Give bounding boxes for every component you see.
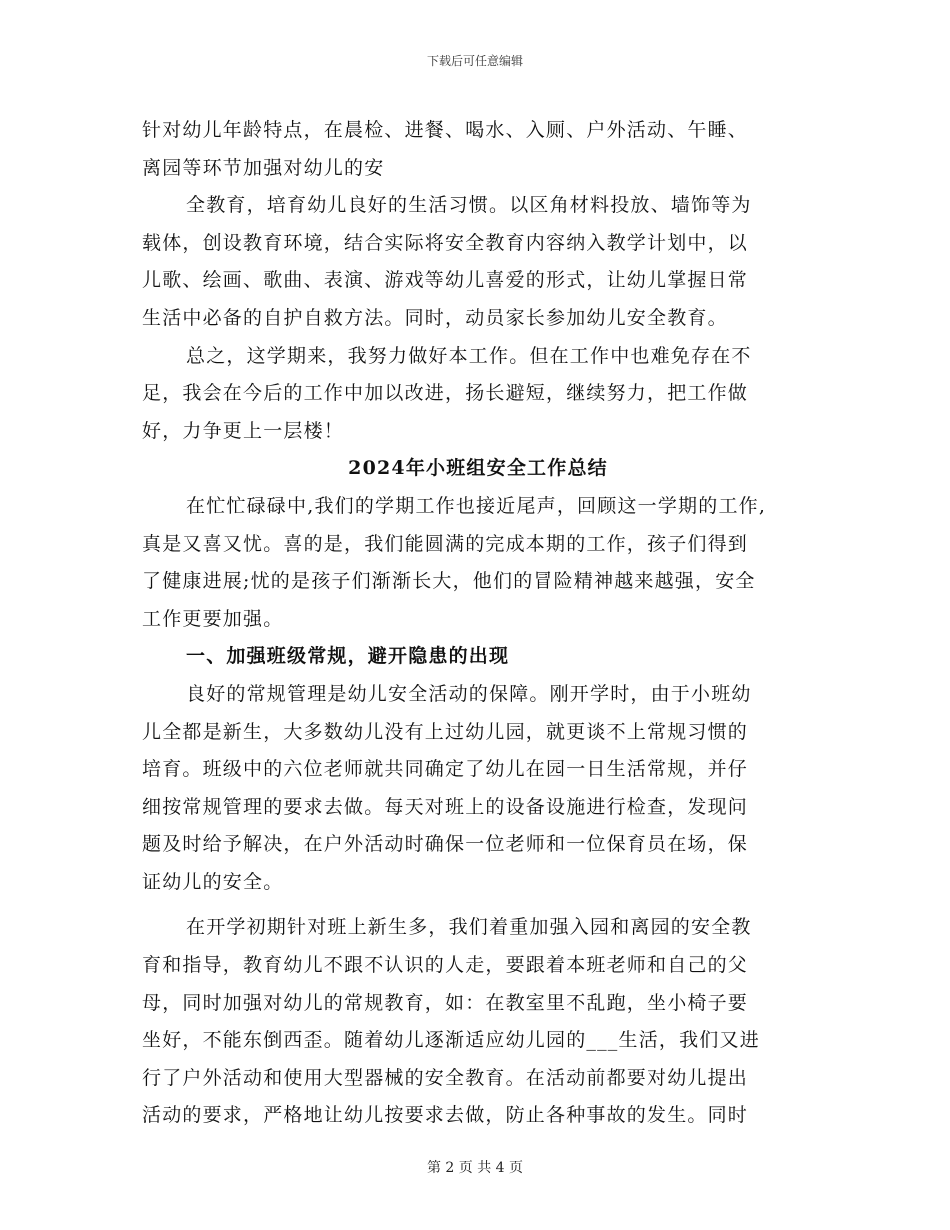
text-line: 好，力争更上一层楼！ xyxy=(142,419,345,442)
text-line: 足，我会在今后的工作中加以改进，扬长避短，继续努力，把工作做 xyxy=(142,382,749,405)
document-body xyxy=(142,112,814,1135)
text-line: 良好的常规管理是幼儿安全活动的保障。刚开学时，由于小班幼 xyxy=(186,682,752,705)
section-heading: 一、加强班级常规，避开隐患的出现 xyxy=(186,645,510,668)
text-line: 真是又喜又忧。喜的是，我们能圆满的完成本期的工作，孩子们得到 xyxy=(142,532,749,555)
text-line: 育和指导，教育幼儿不跟不认识的人走，要跟着本班老师和自己的父 xyxy=(142,954,749,977)
text-line: 题及时给予解决，在户外活动时确保一位老师和一位保育员在场，保 xyxy=(142,833,749,856)
paragraph xyxy=(142,909,814,1135)
text-line: 全教育，培育幼儿良好的生活习惯。以区角材料投放、墙饰等为 xyxy=(186,194,752,217)
text-line: 坐好，不能东倒西歪。随着幼儿逐渐适应幼儿园的___生活，我们又进 xyxy=(142,1029,760,1052)
text-line: 生活中必备的自护自救方法。同时，动员家长参加幼儿安全教育。 xyxy=(142,306,728,329)
text-line: 母，同时加强对幼儿的常规教育，如：在教室里不乱跑，坐小椅子要 xyxy=(142,991,749,1014)
text-line: 离园等环节加强对幼儿的安 xyxy=(142,156,385,179)
text-line: 儿歌、绘画、歌曲、表演、游戏等幼儿喜爱的形式，让幼儿掌握日常 xyxy=(142,269,749,292)
paragraph-spacer xyxy=(142,901,814,909)
header-note: 下载后可任意编辑 xyxy=(426,54,523,68)
text-line: 培育。班级中的六位老师就共同确定了幼儿在园一日生活常规，并仔 xyxy=(142,758,749,781)
text-line: 在忙忙碌碌中,我们的学期工作也接近尾声，回顾这一学期的工作, xyxy=(186,494,767,517)
text-line: 针对幼儿年龄特点，在晨检、进餐、喝水、入厕、户外活动、午睡、 xyxy=(142,119,749,141)
paragraph xyxy=(142,676,814,902)
text-line: 了健康进展;忧的是孩子们渐渐长大，他们的冒险精神越来越强，安全 xyxy=(142,570,756,593)
text-line: 在开学初期针对班上新生多，我们着重加强入园和离园的安全教 xyxy=(186,916,752,939)
paragraph xyxy=(142,488,814,638)
text-line: 总之，这学期来，我努力做好本工作。但在工作中也难免存在不 xyxy=(186,344,752,367)
page-footer xyxy=(0,1157,950,1177)
paragraph xyxy=(142,338,814,451)
page-header xyxy=(0,52,950,69)
paragraph xyxy=(142,112,814,187)
section-title: 2024年小班组安全工作总结 xyxy=(348,457,608,480)
page-number: 第 2 页 共 4 页 xyxy=(426,1160,524,1176)
text-line: 证幼儿的安全。 xyxy=(142,870,284,893)
text-line: 工作更要加强。 xyxy=(142,607,284,630)
paragraph xyxy=(142,187,814,337)
text-line: 儿全都是新生，大多数幼儿没有上过幼儿园，就更谈不上常规习惯的 xyxy=(142,720,749,743)
text-line: 行了户外活动和使用大型器械的安全教育。在活动前都要对幼儿提出 xyxy=(142,1066,749,1089)
text-line: 细按常规管理的要求去做。每天对班上的设备设施进行检查，发现问 xyxy=(142,795,749,818)
text-line: 活动的要求，严格地让幼儿按要求去做，防止各种事故的发生。同时 xyxy=(142,1104,749,1127)
text-line: 载体，创设教育环境，结合实际将安全教育内容纳入教学计划中，以 xyxy=(142,231,749,254)
